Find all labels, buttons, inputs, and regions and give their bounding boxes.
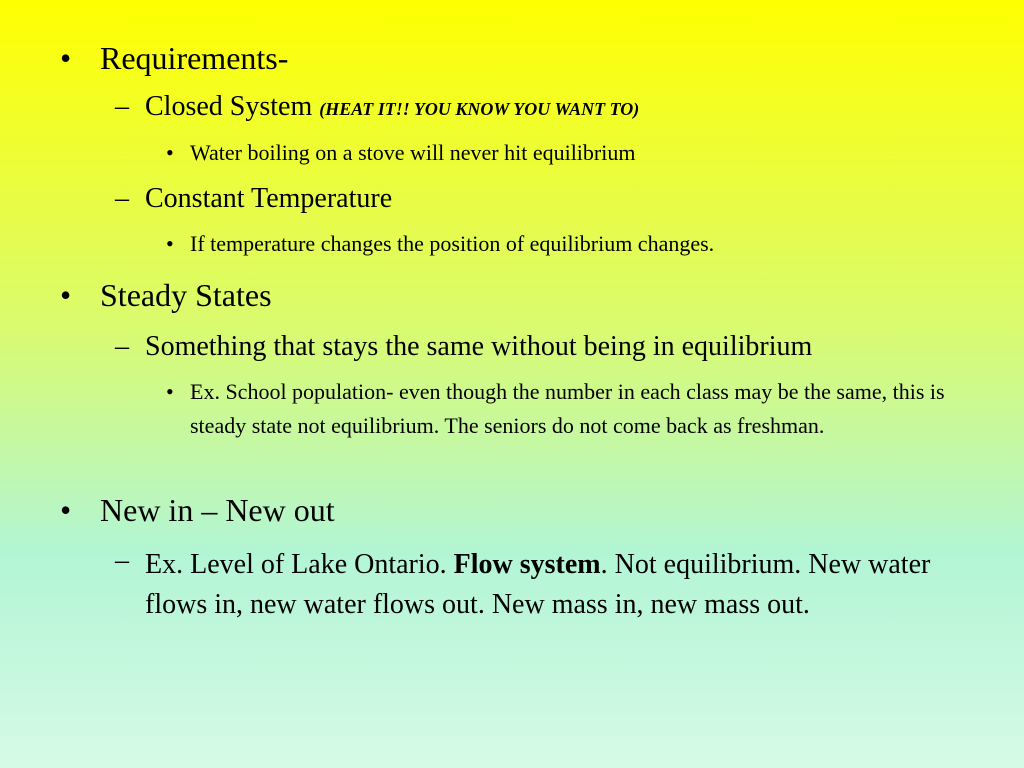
subheading-closed-system (145, 91, 639, 125)
closed-system-note: (HEAT IT!! YOU KNOW YOU WANT TO) (319, 99, 640, 119)
bullet-marker: • (60, 492, 72, 528)
dash-marker: – (115, 545, 129, 576)
detail-temperature-changes: If temperature changes the position of equilibrium changes. (190, 231, 715, 256)
heading-new-in-new-out: New in – New out (100, 492, 335, 528)
bullet-marker: • (60, 40, 72, 76)
heading-requirements: Requirements- (100, 40, 289, 76)
closed-system-text: Closed System (145, 91, 313, 122)
subheading-constant-temperature: Constant Temperature (145, 183, 393, 214)
dash-marker: – (115, 331, 129, 362)
lake-ontario-text-before: Ex. Level of Lake Ontario. (145, 549, 454, 580)
detail-school-population: Ex. School population- even though the number in each class may be the same, this is steady state not equilibrium. The seniors do not come back as freshman. (190, 379, 945, 438)
dash-marker: – (115, 91, 129, 122)
bullet-marker: • (166, 379, 174, 404)
subheading-lake-ontario (145, 545, 995, 625)
detail-water-boiling: Water boiling on a stove will never hit equilibrium (190, 140, 636, 165)
heading-steady-states: Steady States (100, 277, 272, 313)
flow-system-bold: Flow system (453, 549, 601, 580)
subheading-something-same: Something that stays the same without being in equilibrium (145, 331, 813, 362)
bullet-marker: • (166, 140, 174, 165)
bullet-marker: • (166, 231, 174, 256)
lake-ontario-text-after: . Not equilibrium. New water flows in, new water flows out. New mass in, new mass out. (145, 549, 931, 620)
dash-marker: – (115, 183, 129, 214)
bullet-marker: • (60, 277, 72, 313)
